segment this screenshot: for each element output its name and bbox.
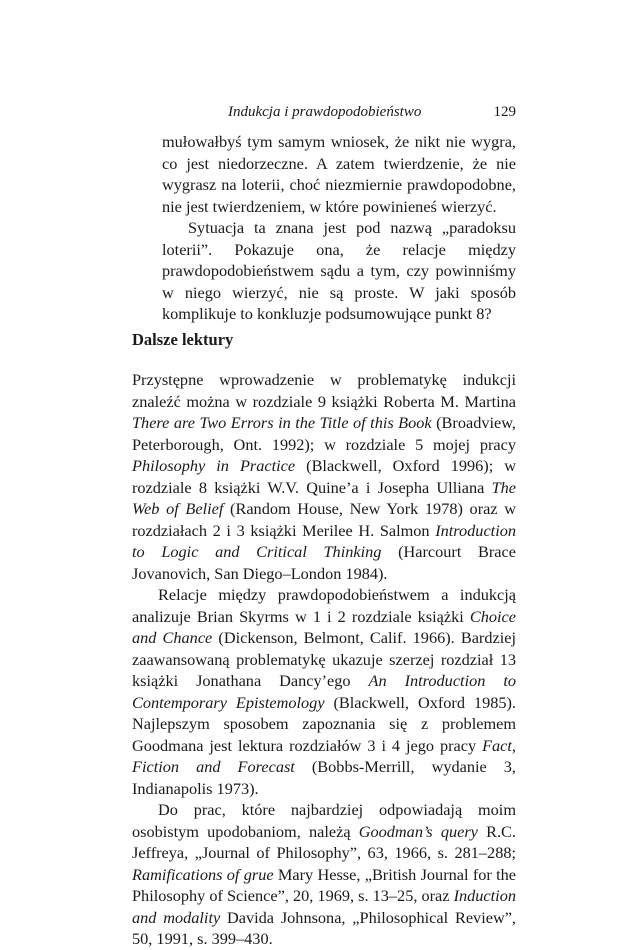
text-run: Do prac, które najbardziej odpowiadają moim osobistym upodobaniom, należą (132, 800, 516, 841)
book-title: Philosophy in Practice (132, 456, 296, 475)
running-title: Indukcja i prawdopodobieństwo (228, 104, 422, 120)
section-heading: Dalsze lektury (132, 330, 234, 349)
text-run: Przystępne wprowadzenie w problematykę indukcji znaleźć można w rozdziale 9 książki Roberta M. Martina (132, 370, 516, 411)
running-header (132, 104, 516, 126)
text-run: R.C. Jeffreya, „Journal of Philosophy”, 63, 1966, s. 281–288; (132, 821, 516, 862)
text-run: Mary Hesse, „British Journal for the Philosophy of Science”, 20, 1969, s. 13–25, oraz (132, 864, 517, 905)
text-run: (Harcourt Brace Jovanovich, San Diego–London 1984). (132, 542, 516, 583)
reading-paragraph-3 (132, 799, 516, 950)
book-title: Fact, Fiction and Forecast (132, 735, 516, 776)
page-number: 129 (493, 104, 516, 120)
reading-paragraph-2 (132, 584, 516, 799)
further-reading-body (132, 369, 516, 950)
text-run: (Blackwell, Oxford 1996); w rozdziale 8 książki W.V. Quine’a i Josepha Ulliana (132, 456, 516, 497)
text-run: Davida Johnsona, „Philosophical Review”, 50, 1991, s. 399–430. (132, 907, 516, 948)
text-run: Relacje między prawdopodobieństwem a indukcją analizuje Brian Skyrms w 1 i 2 rozdziale książki (132, 585, 516, 626)
text-run: (Random House, New York 1978) oraz w rozdziałach 2 i 3 książki Merilee H. Salmon (132, 499, 516, 540)
quoted-problem-block (162, 131, 516, 325)
quoted-paragraph-1: mułowałbyś tym samym wniosek, że nikt nie wygra, co jest niedorzeczne. A zatem twierdzenie, że nie wygrasz na loterii, choć niezmiernie prawdopodobne, nie jest twierdzeniem, w które powinieneś wierzyć. (162, 132, 516, 216)
book-title: There are Two Errors in the Title of this Book (132, 413, 432, 432)
book-title: An Introduction to Contemporary Epistemology (132, 671, 516, 712)
text-run: (Dickenson, Belmont, Calif. 1966). Bardziej zaawansowaną problematykę ukazuje szerzej rozdział 13 książki Jonathana Dancy’ego (132, 628, 516, 690)
reading-paragraph-1 (132, 369, 516, 584)
book-title: Introduction to Logic and Critical Thinking (132, 520, 516, 561)
text-run: (Broadview, Peterborough, Ont. 1992); w rozdziale 5 mojej pracy (132, 413, 516, 454)
book-title: The Web of Belief (132, 477, 516, 518)
text-run: (Bobbs-Merrill, wydanie 3, Indianapolis 1973). (132, 757, 516, 798)
book-title: Choice and Chance (132, 606, 516, 647)
article-title: Goodman’s query (358, 821, 478, 841)
text-run: (Blackwell, Oxford 1985). Najlepszym sposobem zapoznania się z problemem Goodmana jest lektura rozdziałów 3 i 4 jego pracy (132, 692, 516, 755)
quoted-paragraph-2: Sytuacja ta znana jest pod nazwą „paradoksu loterii”. Pokazuje ona, że relacje między prawdopodobieństwem sądu a tym, czy powinniśmy w niego wierzyć, nie są proste. W jaki sposób komplikuje to konkluzje podsumowujące punkt 8? (162, 218, 516, 323)
article-title: Induction and modality (132, 886, 516, 927)
article-title: Ramifications of grue (132, 864, 274, 884)
